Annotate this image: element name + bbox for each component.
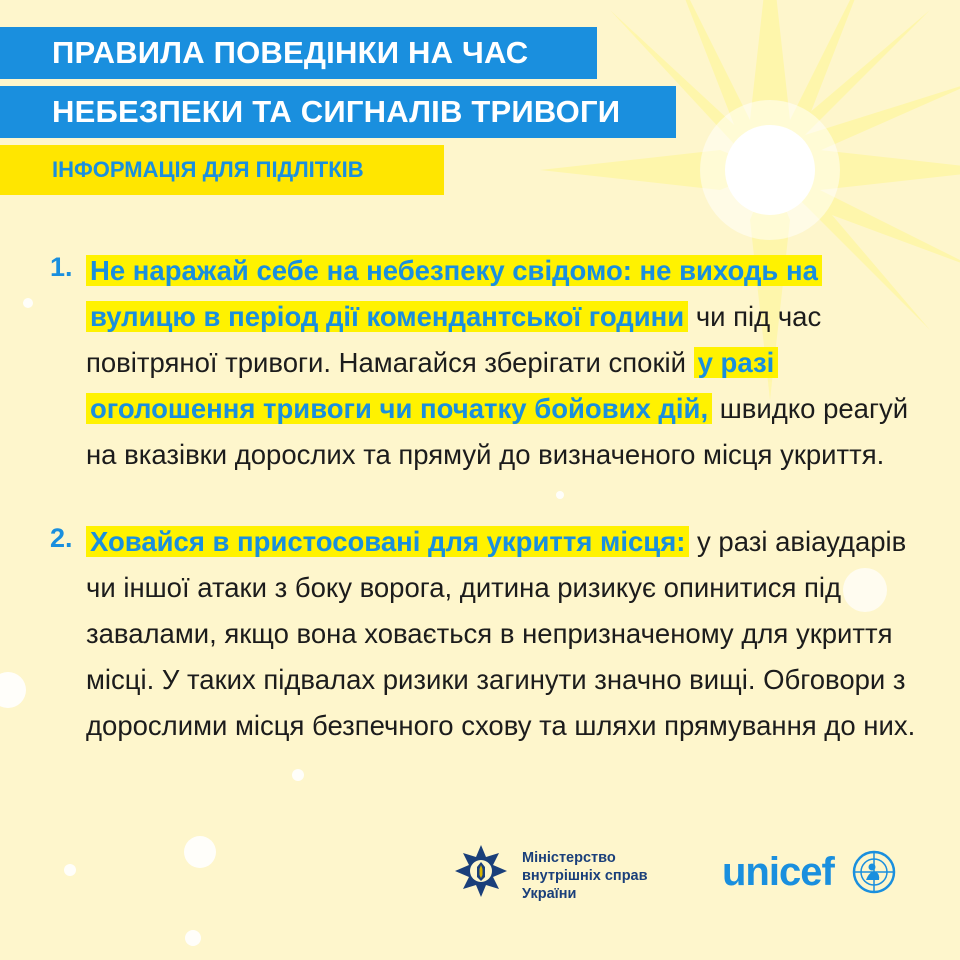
ministry-emblem-icon	[455, 845, 507, 905]
rule-body: швидко реагуй на вказівки дорослих та прямуй до визначеного місця укриття.	[86, 393, 909, 470]
rule-number: 2.	[50, 523, 73, 553]
rule-highlight: Ховайся в пристосовані для укриття місця:	[86, 526, 689, 557]
rule-text	[86, 519, 916, 749]
rule-highlight: у разі оголошення тривоги чи початку бойових дій,	[86, 347, 778, 424]
unicef-wordmark: unicef	[722, 850, 834, 894]
ministry-line-2: внутрішніх справ	[522, 868, 648, 884]
title-line-1: ПРАВИЛА ПОВЕДІНКИ НА ЧАС	[0, 27, 597, 79]
rule-number: 1.	[50, 252, 73, 282]
rule-body: чи під час повітряної тривоги. Намагайся зберігати спокій	[86, 301, 822, 378]
rule-2	[40, 519, 920, 749]
ministry-logo-text	[522, 849, 692, 903]
title-line-2: НЕБЕЗПЕКИ ТА СИГНАЛІВ ТРИВОГИ	[0, 86, 676, 138]
rule-text	[86, 248, 916, 478]
rule-highlight: Не наражай себе на небезпеку свідомо: не виходь на вулицю в період дії комендантської години	[86, 255, 822, 332]
rule-1	[40, 248, 920, 478]
unicef-emblem-icon	[852, 850, 896, 894]
ministry-line-1: Міністерство	[522, 850, 616, 866]
ministry-line-3: України	[522, 886, 577, 902]
rule-body: у разі авіаударів чи іншої атаки з боку ворога, дитина ризикує опинитися під завалами, якщо вона ховається в непризначеному для укриття місці. У таких підвалах ризики загинути значно вищі. Обговори з дорослими місця безпечного схову та шляхи прямування до них.	[86, 526, 916, 741]
subtitle: ІНФОРМАЦІЯ ДЛЯ ПІДЛІТКІВ	[0, 145, 444, 195]
